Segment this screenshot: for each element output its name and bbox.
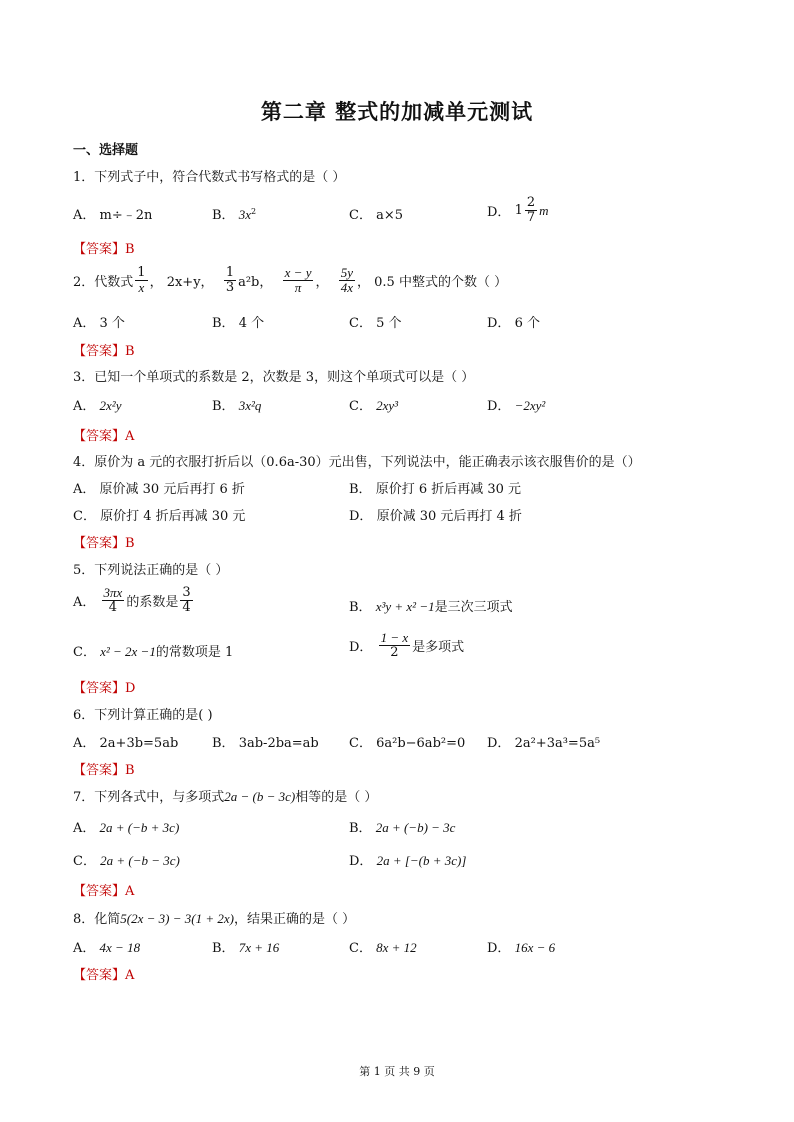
q7-option-a: A． 2a + (−b + 3c) — [73, 820, 180, 836]
question-6-stem: 6．下列计算正确的是( ) — [73, 708, 213, 723]
q2-option-a: A． 3 个 — [73, 316, 125, 331]
q8-answer: 【答案】A — [73, 968, 135, 983]
q4-option-b: B． 原价打 6 折后再减 30 元 — [349, 482, 522, 497]
q3-option-c: C． 2xy³ — [349, 398, 399, 414]
q2-option-d: D． 6 个 — [487, 316, 540, 331]
q6-option-a: A． 2a+3b=5ab — [73, 736, 179, 751]
q5-option-b: B． x³y + x² −1是三次三项式 — [349, 599, 513, 615]
section-heading: 一、选择题 — [73, 143, 139, 158]
q8-option-b: B． 7x + 16 — [212, 940, 280, 956]
question-5-stem: 5．下列说法正确的是（ ） — [73, 563, 229, 578]
q4-option-c: C． 原价打 4 折后再减 30 元 — [73, 509, 246, 524]
q1-option-d: D． 1 $\frac{2}{7}$ m — [487, 195, 549, 225]
q1-option-a: A． m÷﹣2n — [73, 208, 153, 223]
q3-answer: 【答案】A — [73, 429, 135, 444]
q1-option-b: B． $3x^2$ — [212, 207, 257, 223]
q5-option-d: D． $\frac{1 - x}{2}$ 是多项式 — [349, 630, 465, 660]
q1-option-c: C． a×5 — [349, 208, 404, 223]
question-8-stem: 8．化简5(2x − 3) − 3(1 + 2x)，结果正确的是（ ） — [73, 911, 356, 927]
q1-answer: 【答案】B — [73, 242, 135, 257]
q6-option-d: D． 2a²+3a³=5a⁵ — [487, 736, 601, 751]
q4-option-d: D． 原价减 30 元后再打 4 折 — [349, 509, 522, 524]
q8-option-c: C． 8x + 12 — [349, 940, 417, 956]
question-3-stem: 3．已知一个单项式的系数是 2，次数是 3，则这个单项式可以是（ ） — [73, 370, 475, 385]
q2-answer: 【答案】B — [73, 344, 135, 359]
q7-option-d: D． 2a + [−(b + 3c)] — [349, 853, 467, 869]
question-4-stem: 4．原价为 a 元的衣服打折后以（0.6a-30）元出售，下列说法中，能正确表示该衣服售价的是（） — [73, 455, 641, 470]
q3-option-d: D． −2xy² — [487, 398, 546, 414]
q3-option-a: A． 2x²y — [73, 398, 122, 414]
q7-answer: 【答案】A — [73, 884, 135, 899]
q6-option-b: B． 3ab-2ba=ab — [212, 736, 319, 751]
q5-option-c: C． x² − 2x −1的常数项是 1 — [73, 644, 234, 660]
q2-option-c: C． 5 个 — [349, 316, 402, 331]
question-7-stem: 7．下列各式中，与多项式2a − (b − 3c)相等的是（ ） — [73, 789, 378, 805]
q7-option-c: C． 2a + (−b − 3c) — [73, 853, 180, 869]
q6-option-c: C． 6a²b−6ab²=0 — [349, 736, 466, 751]
q4-option-a: A． 原价减 30 元后再打 6 折 — [73, 482, 245, 497]
q6-answer: 【答案】B — [73, 763, 135, 778]
q3-option-b: B． 3x²q — [212, 398, 262, 414]
question-1-stem: 1．下列式子中，符合代数式书写格式的是（ ） — [73, 170, 346, 185]
page-title: 第二章 整式的加减单元测试 — [260, 100, 534, 124]
question-2-stem: 2．代数式 $\frac{1}{x}$ ， 2x+y， $\frac{1}{3}$ a²b， $\frac{x - y}{\pi}$ ， $\frac{5y}{4x}$ ， 0.5 中整式的个数（ ） — [73, 265, 508, 295]
q2-option-b: B． 4 个 — [212, 316, 265, 331]
page-footer: 第 1 页 共 9 页 — [359, 1065, 435, 1078]
q5-option-a: A． $\frac{3\pi x}{4}$ 的系数是 $\frac{3}{4}$ — [73, 585, 191, 615]
q8-option-d: D． 16x − 6 — [487, 940, 556, 956]
q4-answer: 【答案】B — [73, 536, 135, 551]
q5-answer: 【答案】D — [73, 681, 136, 696]
q7-option-b: B． 2a + (−b) − 3c — [349, 820, 456, 836]
q8-option-a: A． 4x − 18 — [73, 940, 141, 956]
